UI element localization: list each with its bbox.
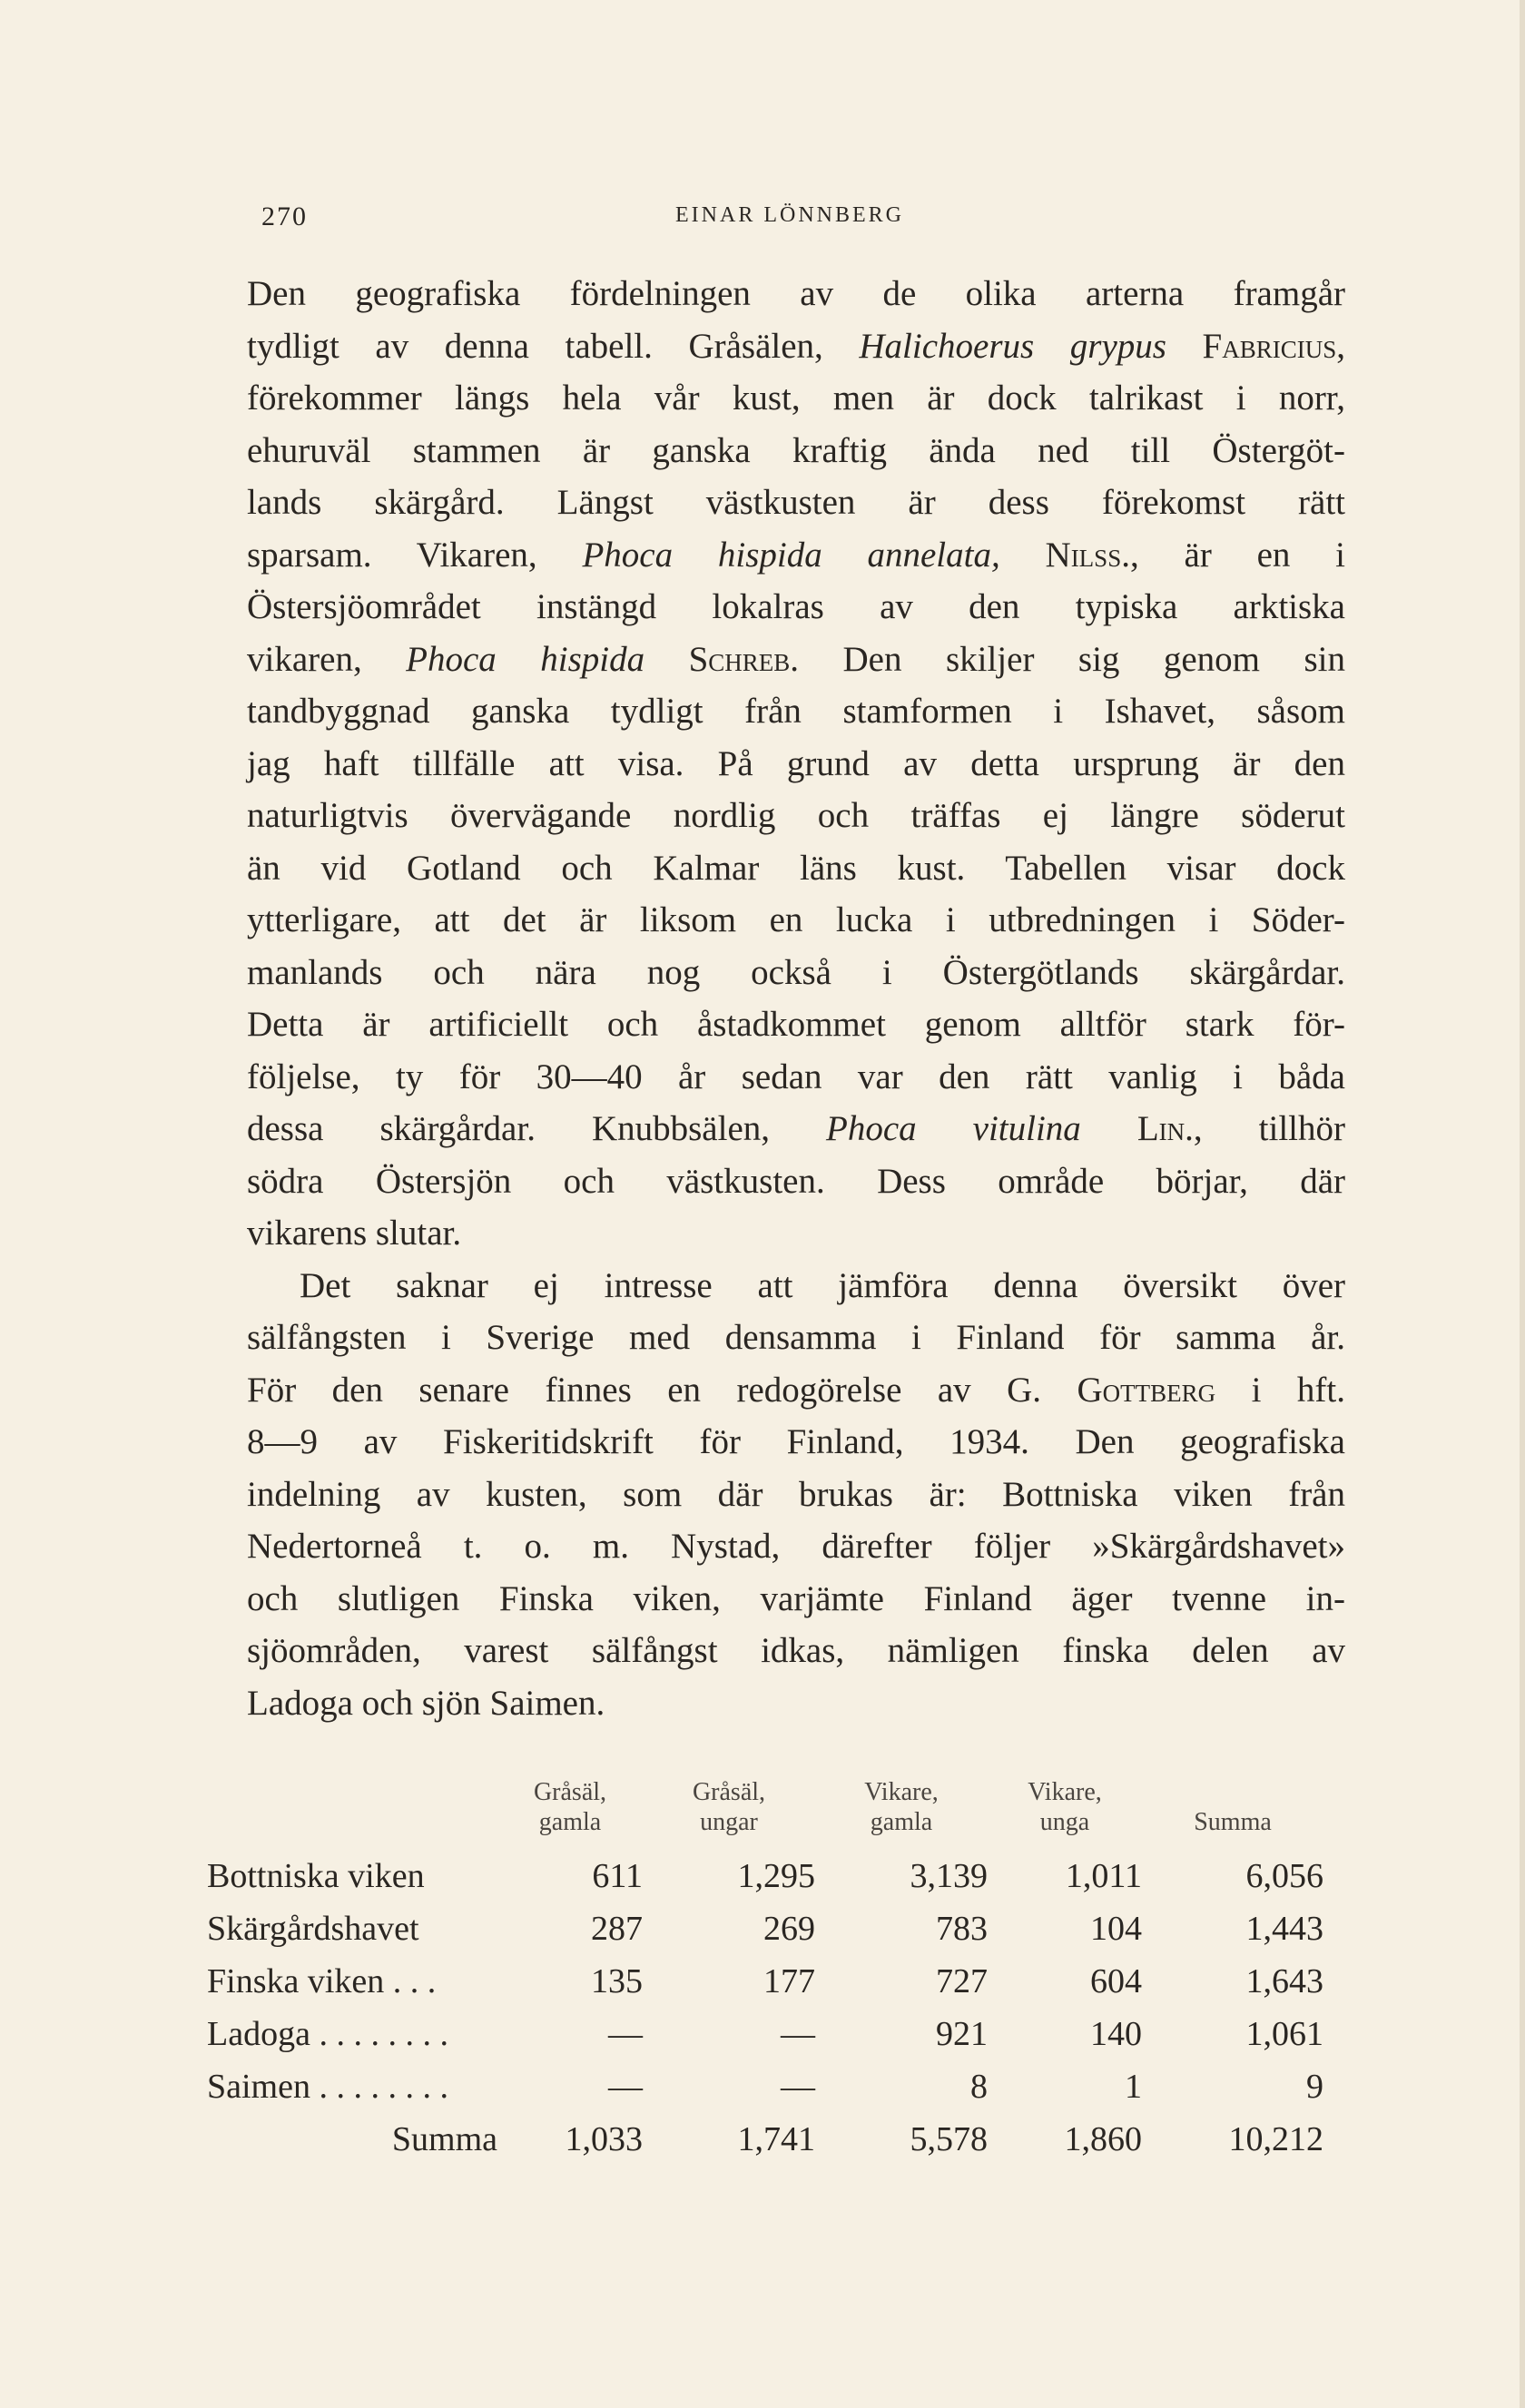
text-line: södra Östersjön och västkusten. Dess område börjar, där (247, 1161, 1345, 1201)
region-label: Ladoga . . . . . . . . (207, 2015, 448, 2053)
table-row (207, 1850, 1323, 1902)
table-cell: 3,139 (910, 1857, 988, 1895)
table-cell: 287 (591, 1910, 643, 1948)
text-line: tandbyggnad ganska tydligt från stamformen i Ishavet, såsom (247, 692, 1345, 731)
table-cell: 1,443 (1245, 1910, 1323, 1948)
table-cell: 604 (1090, 1962, 1142, 2000)
text-line: följelse, ty för 30—40 år sedan var den rätt vanlig i båda (247, 1057, 1345, 1096)
region-label: Saimen . . . . . . . . (207, 2068, 448, 2106)
total-label: Summa (391, 2120, 497, 2158)
text-line: vikarens slutar. (247, 1214, 462, 1253)
text-line: 8—9 av Fiskeritidskrift för Finland, 1934. Den geografiska (247, 1422, 1345, 1461)
table-row (207, 2060, 1323, 2113)
table-cell: 611 (592, 1857, 643, 1895)
table-cell: 104 (1090, 1910, 1142, 1948)
region-label: Skärgårdshavet (207, 1910, 419, 1948)
text-line: Nedertorneå t. o. m. Nystad, därefter följer »Skärgårdshavet» (247, 1527, 1345, 1566)
total-cell: 10,212 (1228, 2120, 1323, 2158)
table-cell: 1 (1125, 2068, 1142, 2106)
table-cell: 140 (1090, 2015, 1142, 2053)
text-line: sälfångsten i Sverige med densamma i Finland för samma år. (247, 1318, 1345, 1357)
column-header: Vikare, unga (1028, 1778, 1102, 1836)
table-cell: — (781, 2068, 815, 2106)
table-row (207, 1955, 1323, 2008)
total-cell: 1,860 (1064, 2120, 1142, 2158)
table-row (207, 2008, 1323, 2060)
text-line: dessa skärgårdar. Knubbsälen, Phoca vitulina Lin., tillhör (247, 1109, 1345, 1148)
column-header: Summa (1194, 1808, 1272, 1836)
text-line: indelning av kusten, som där brukas är: Bottniska viken från (247, 1474, 1345, 1514)
table-row (207, 1902, 1323, 1955)
table-cell: — (608, 2068, 643, 2106)
column-header: Gråsäl, ungar (692, 1778, 766, 1836)
text-line: Den geografiska fördelningen av de olika arterna framgår (247, 274, 1345, 313)
table-cell: 6,056 (1245, 1857, 1323, 1895)
table-cell: 8 (970, 2068, 988, 2106)
table-cell: 177 (763, 1962, 815, 2000)
text-line: Det saknar ej intresse att jämföra denna översikt över (300, 1265, 1345, 1305)
column-header-region (207, 1777, 497, 1850)
text-line: förekommer längs hela vår kust, men är dock talrikast i norr, (247, 378, 1345, 418)
table-cell: 783 (936, 1910, 988, 1948)
seal-catch-table (207, 1777, 1323, 2166)
table-cell: 269 (763, 1910, 815, 1948)
text-line: ytterligare, att det är liksom en lucka i utbredningen i Söder- (247, 900, 1345, 939)
page-header (0, 201, 1525, 238)
text-line: sjöområden, varest sälfångst idkas, nämligen finska delen av (247, 1631, 1345, 1670)
text-line: Ladoga och sjön Saimen. (247, 1683, 605, 1723)
total-cell: 1,741 (737, 2120, 815, 2158)
table-cell: 727 (936, 1962, 988, 2000)
text-line: jag haft tillfälle att visa. På grund av detta ursprung är den (247, 743, 1345, 783)
region-label: Finska viken . . . (207, 1962, 437, 2000)
text-line: ehuruväl stammen är ganska kraftig ända ned till Östergöt- (247, 430, 1345, 470)
text-line: För den senare finnes en redogörelse av G. Gottberg i hft. (247, 1370, 1345, 1410)
text-line: tydligt av denna tabell. Gråsälen, Halichoerus grypus Fabricius, (247, 326, 1345, 366)
table-cell: 1,011 (1065, 1857, 1142, 1895)
text-line: lands skärgård. Längst västkusten är dess förekomst rätt (247, 483, 1345, 522)
table-header-row (207, 1777, 1323, 1850)
table-cell: 1,643 (1245, 1962, 1323, 2000)
table-cell: 135 (591, 1962, 643, 2000)
body-text (247, 268, 1345, 1729)
total-row (207, 2113, 1323, 2166)
text-line: än vid Gotland och Kalmar läns kust. Tabellen visar dock (247, 848, 1345, 888)
text-line: Detta är artificiellt och åstadkommet genom alltför stark för- (247, 1005, 1345, 1044)
table-cell: — (781, 2015, 815, 2053)
page-number: 270 (261, 201, 308, 231)
table-cell: — (608, 2015, 643, 2053)
total-cell: 1,033 (565, 2120, 643, 2158)
table-cell: 1,295 (737, 1857, 815, 1895)
text-line: manlands och nära nog också i Östergötlands skärgårdar. (247, 952, 1345, 992)
table-cell: 9 (1306, 2068, 1323, 2106)
text-line: och slutligen Finska viken, varjämte Finland äger tvenne in- (247, 1578, 1345, 1618)
table-cell: 921 (936, 2015, 988, 2053)
text-line: vikaren, Phoca hispida Schreb. Den skiljer sig genom sin (247, 639, 1345, 679)
running-head: EINAR LÖNNBERG (675, 203, 904, 227)
table-cell: 1,061 (1245, 2015, 1323, 2053)
total-cell: 5,578 (910, 2120, 988, 2158)
text-line: naturligtvis övervägande nordlig och träffas ej längre söderut (247, 796, 1345, 835)
column-header: Vikare, gamla (864, 1778, 939, 1836)
text-line: Östersjöområdet instängd lokalras av den typiska arktiska (247, 587, 1345, 626)
text-line: sparsam. Vikaren, Phoca hispida annelata, Nilss., är en i (247, 535, 1346, 575)
column-header: Gråsäl, gamla (533, 1778, 607, 1836)
region-label: Bottniska viken (207, 1857, 425, 1895)
